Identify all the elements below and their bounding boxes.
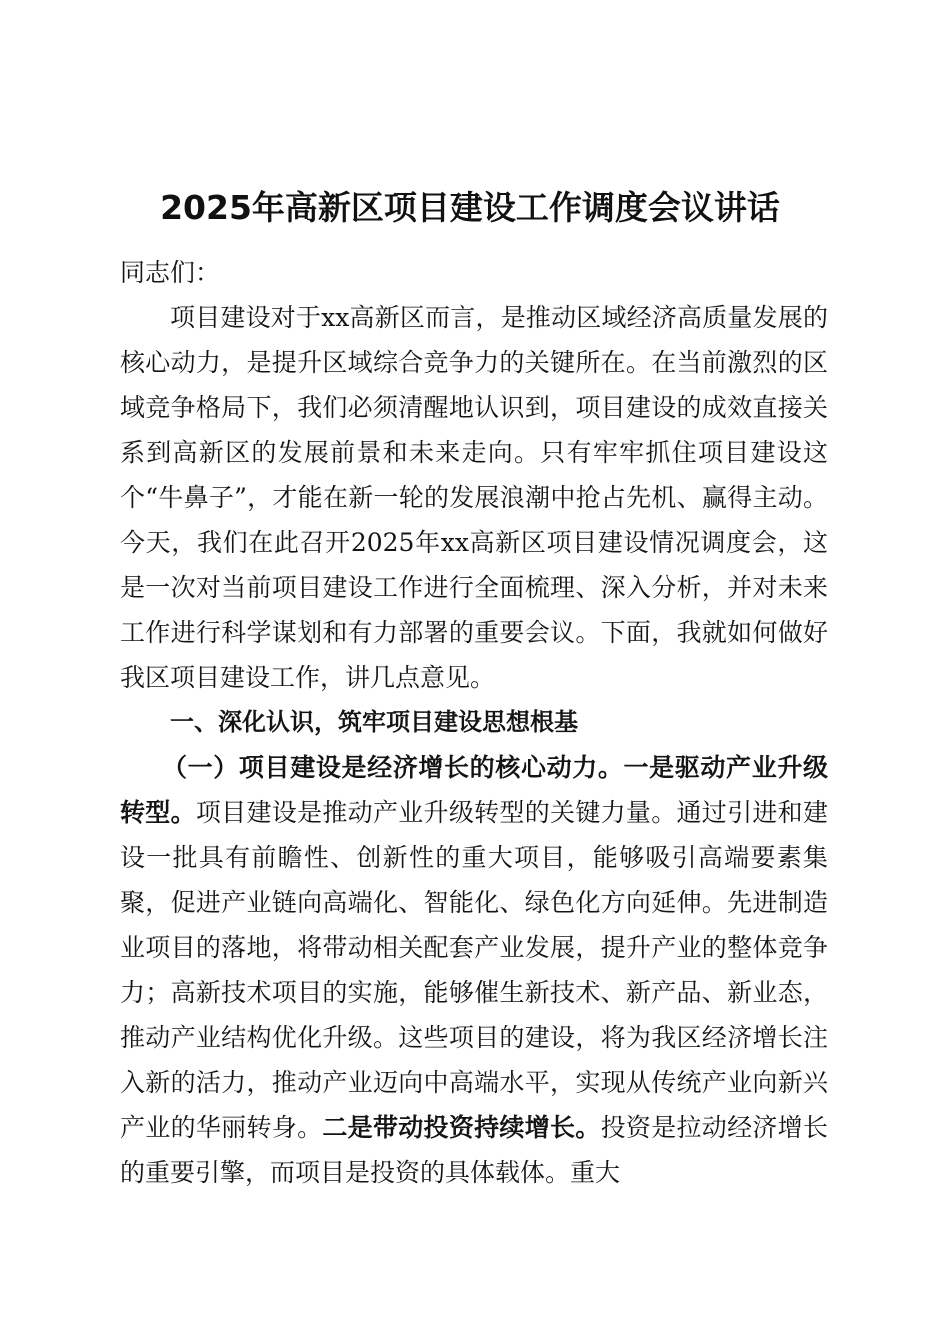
salutation: 同志们： — [120, 258, 221, 287]
point-two-text: 投资是拉动经济增长的重要引擎，而项目是投资的具体载体。重大 — [120, 1113, 828, 1187]
point-one-lead: 一是驱动产业升级转型。 — [120, 753, 828, 827]
section-heading: 一、深化认识，筑牢项目建设思想根基 — [170, 708, 578, 736]
document-body — [120, 250, 828, 1195]
subsection-heading: （一）项目建设是经济增长的核心动力。 — [162, 753, 624, 782]
subsection-paragraph — [120, 745, 828, 1195]
point-two-lead: 二是带动投资持续增长。 — [322, 1113, 601, 1142]
intro-paragraph: 项目建设对于xx高新区而言，是推动区域经济高质量发展的核心动力，是提升区域综合竞争力的关键所在。在当前激烈的区域竞争格局下，我们必须清醒地认识到，项目建设的成效直接关系到高新区的发展前景和未来走向。只有牢牢抓住项目建设这个“牛鼻子”，才能在新一轮的发展浪潮中抢占先机、赢得主动。今天，我们在此召开2025年xx高新区项目建设情况调度会，这是一次对当前项目建设工作进行全面梳理、深入分析，并对未来工作进行科学谋划和有力部署的重要会议。下面，我就如何做好我区项目建设工作，讲几点意见。 — [120, 303, 828, 692]
document-title: 2025年高新区项目建设工作调度会议讲话 — [160, 188, 780, 227]
point-one-text: 项目建设是推动产业升级转型的关键力量。通过引进和建设一批具有前瞻性、创新性的重大项目，能够吸引高端要素集聚，促进产业链向高端化、智能化、绿色化方向延伸。先进制造业项目的落地，将带动相关配套产业发展，提升产业的整体竞争力；高新技术项目的实施，能够催生新技术、新产品、新业态，推动产业结构优化升级。这些项目的建设，将为我区经济增长注入新的活力，推动产业迈向中高端水平，实现从传统产业向新兴产业的华丽转身。 — [120, 798, 828, 1142]
